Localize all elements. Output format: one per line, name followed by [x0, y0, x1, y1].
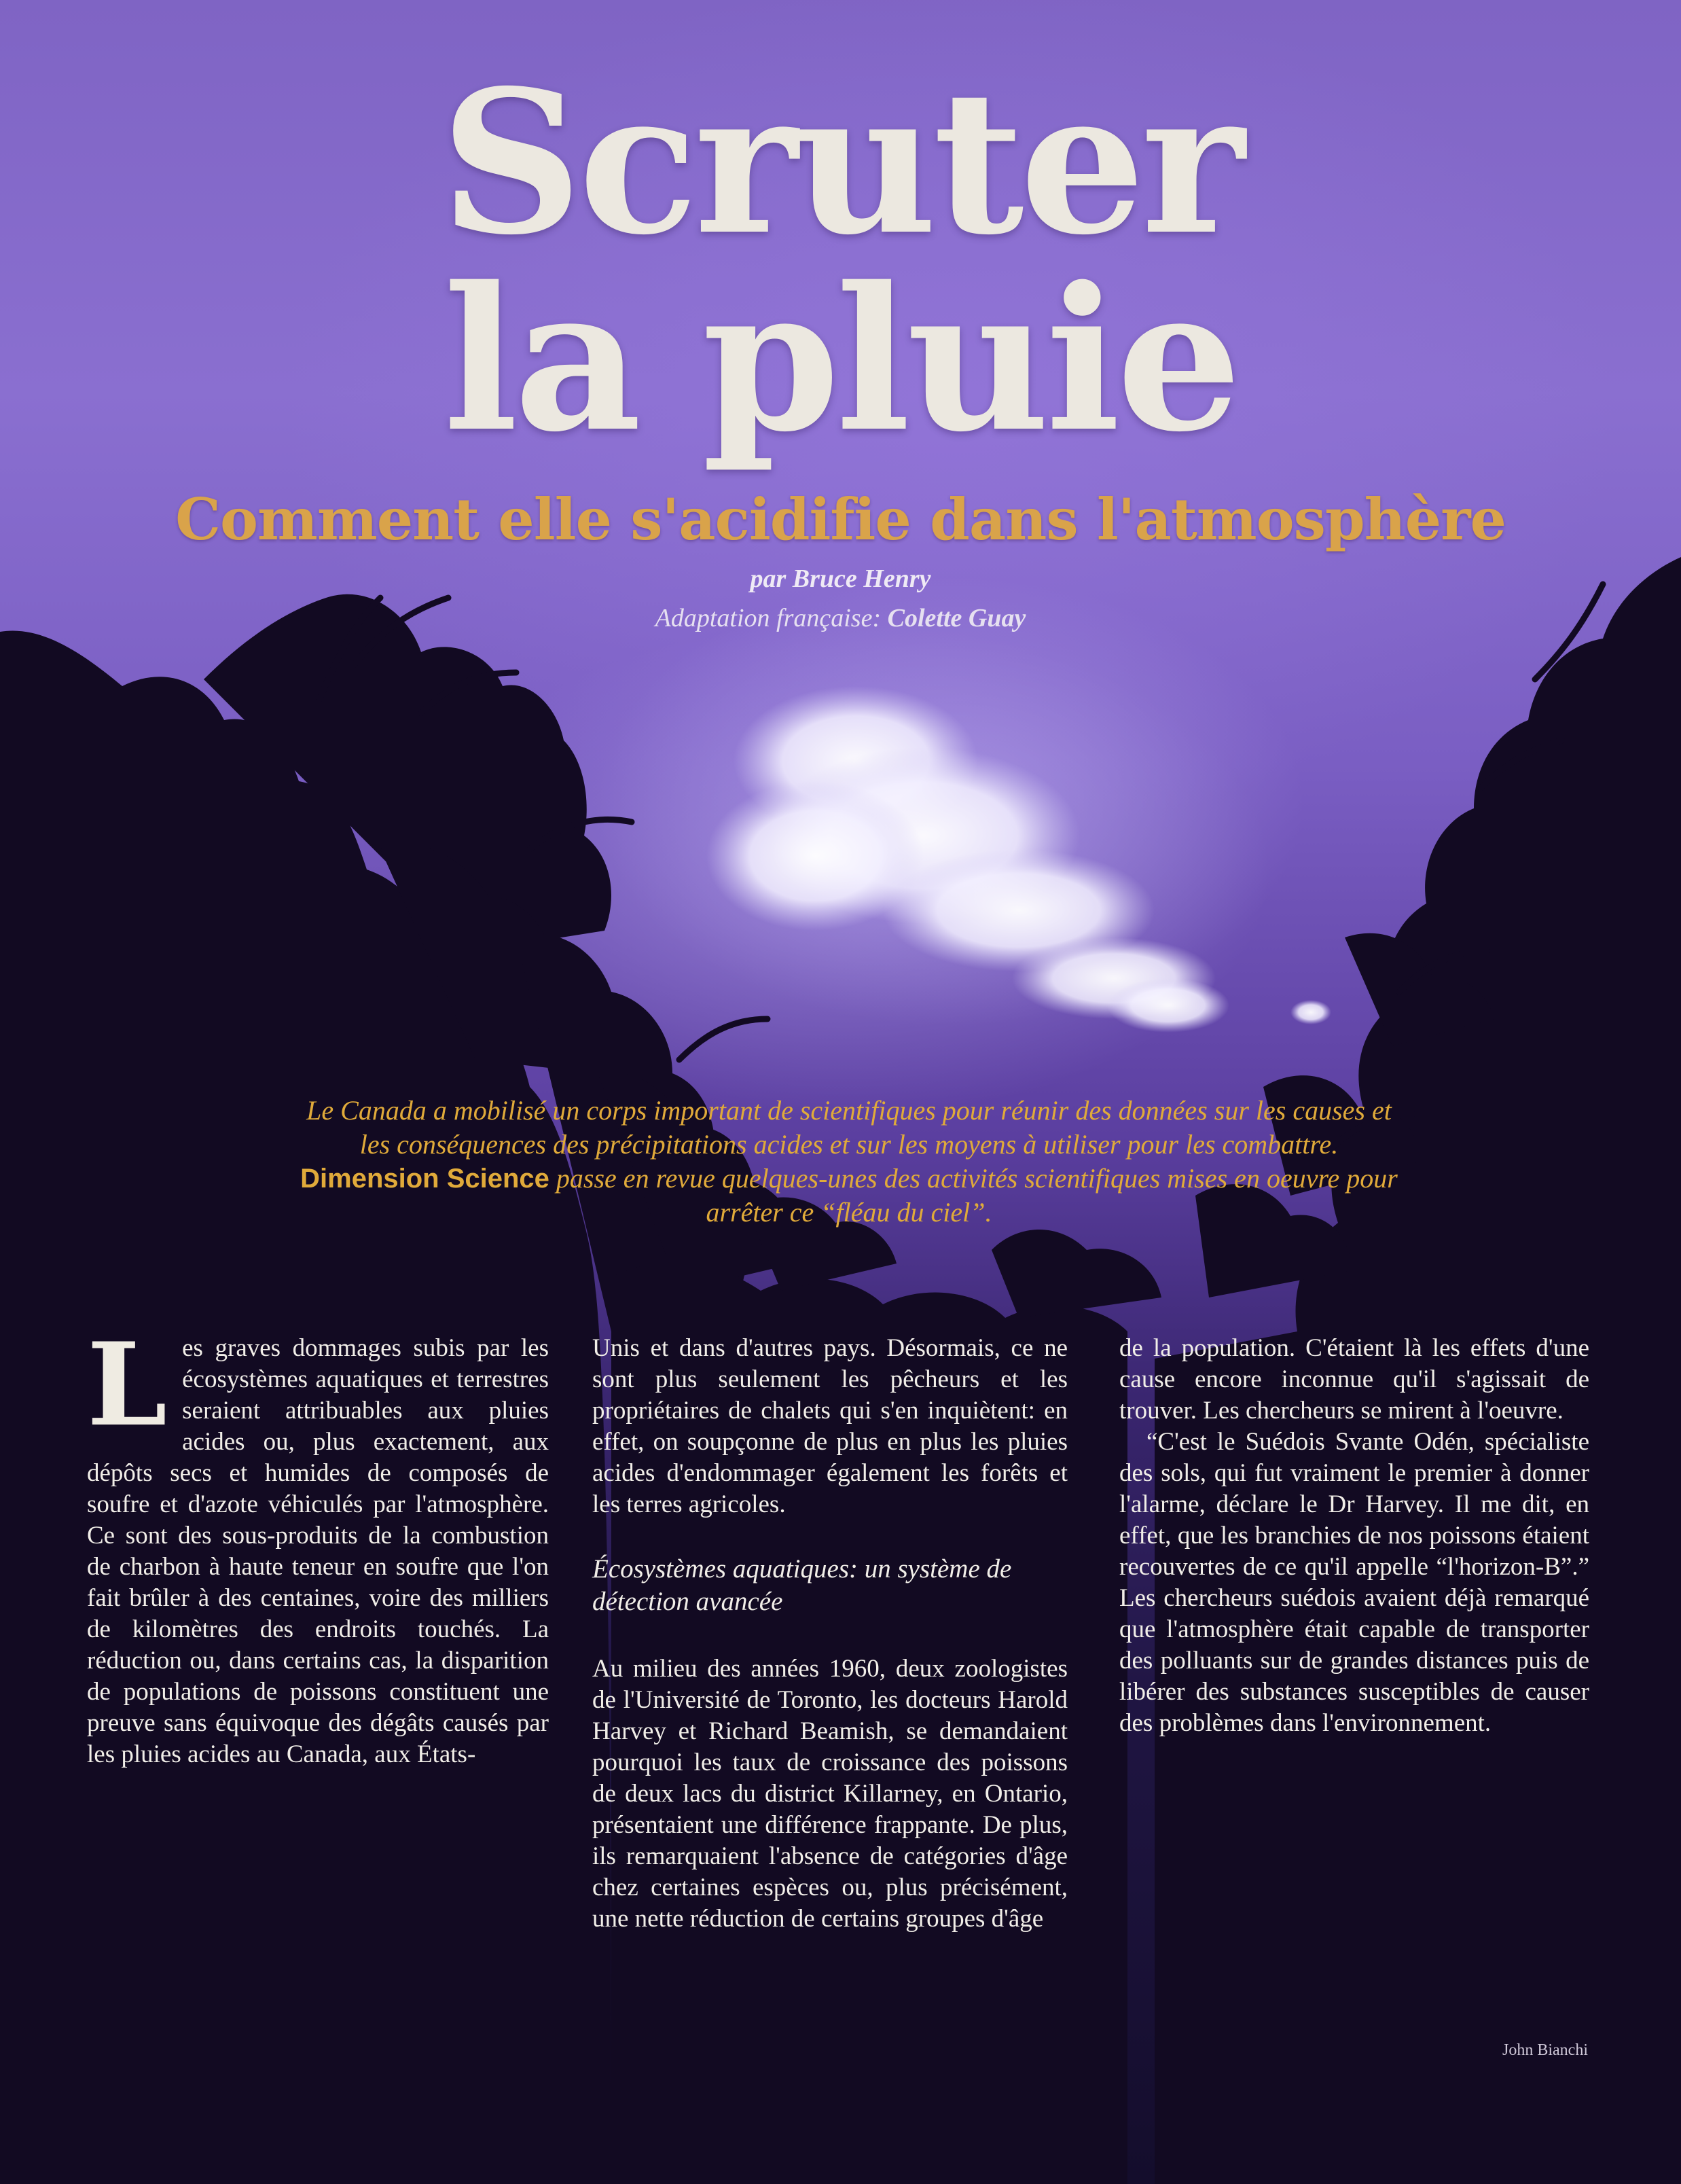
- intro-text-before: Le Canada a mobilisé un corps important de scientifiques pour réunir des données sur les causes et les conséquences des précipitations acides et sur les moyens à utiliser pour les combattre.: [306, 1095, 1392, 1160]
- article-column-1: [87, 1317, 549, 1770]
- article-paragraph: Au milieu des années 1960, deux zoologistes de l'Université de Toronto, les docteurs Harold Harvey et Richard Beamish, se demandaient pourquoi les taux de croissance des poissons de deux lacs du district Killarney, en Ontario, présentaient une différence frappante. De plus, ils remarquaient l'absence de catégories d'âge chez certaines espèces ou, plus précisément, une nette réduction de certains groupes d'âge: [592, 1655, 1068, 1933]
- adaptation-label: Adaptation française:: [655, 604, 882, 632]
- article-paragraph: [87, 1317, 549, 1770]
- section-heading: Écosystèmes aquatiques: un système de détection avancée: [592, 1554, 1012, 1616]
- adaptation-credit: [0, 603, 1681, 633]
- adaptation-name: Colette Guay: [887, 604, 1026, 632]
- article-paragraph: Unis et dans d'autres pays. Désormais, ce ne sont plus seulement les pêcheurs et les propriétaires de chalets qui s'en inquiètent: en effet, on soupçonne de plus en plus les pluies acides d'endommager également les forêts et les terres agricoles.: [592, 1334, 1068, 1518]
- intro-text-after: passe en revue quelques-unes des activités scientifiques mises en oeuvre pour arrêter ce “fléau du ciel”.: [556, 1163, 1398, 1228]
- intro-brand: Dimension Science: [300, 1164, 549, 1194]
- intro-paragraph: [292, 1094, 1406, 1230]
- article-text: es graves dommages subis par les écosystèmes aquatiques et terrestres seraient attribuables aux pluies acides ou, plus exactement, aux dépôts secs et humides de composés de soufre et d'azote véhiculés par l'atmosphère. Ce sont des sous-produits de la combustion de charbon à haute teneur en soufre que l'on fait brûler à des centaines, voire des milliers de kilomètres des endroits touchés. La réduction ou, dans certains cas, la disparition de populations de poissons constituent une preuve sans équivoque des dégâts causés par les pluies acides au Canada, aux États-: [87, 1334, 549, 1768]
- byline: par Bruce Henry: [750, 565, 931, 593]
- photo-credit: John Bianchi: [1502, 2041, 1588, 2059]
- article-column-2: [592, 1333, 1068, 1935]
- subtitle: Comment elle s'acidifie dans l'atmosphère: [175, 486, 1506, 553]
- title-line-1: Scruter: [440, 48, 1241, 279]
- article-paragraph: “C'est le Suédois Svante Odén, spécialiste des sols, qui fut vraiment le premier à donner l'alarme, déclare le Dr Harvey. Il me dit, en effet, que les branchies de nos poissons étaient recouvertes de ce qu'il appelle “l'horizon-B”.” Les chercheurs suédois avaient déjà remarqué que l'atmosphère était capable de transporter des polluants sur de grandes distances puis de libérer des substances susceptibles de causer des problèmes dans l'environnement.: [1119, 1428, 1589, 1737]
- article-column-3: [1119, 1333, 1589, 1739]
- cloud: [598, 577, 1331, 1033]
- title-line-2: la pluie: [443, 245, 1238, 476]
- drop-cap: L: [87, 1317, 168, 1452]
- article-paragraph: de la population. C'étaient là les effets d'une cause encore inconnue qu'il s'agissait de trouver. Les chercheurs se mirent à l'oeuvre.: [1119, 1334, 1589, 1425]
